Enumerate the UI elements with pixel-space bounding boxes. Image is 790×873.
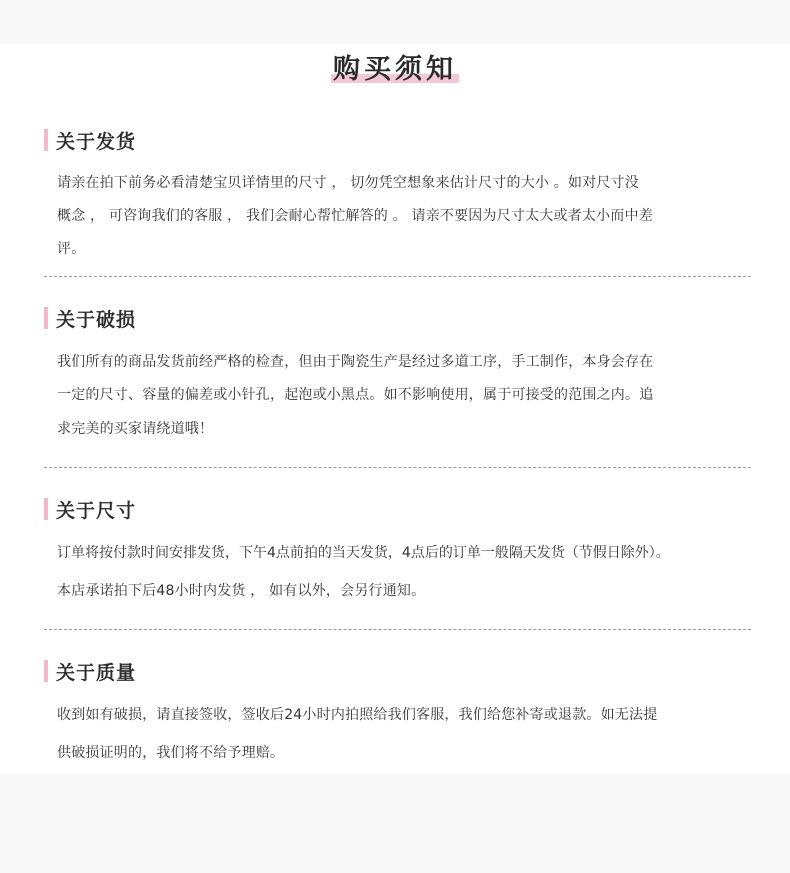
top-band [0,0,790,44]
dashed-divider [44,629,751,630]
section-text-line: 我们所有的商品发货前经严格的检查，但由于陶瓷生产是经过多道工序，手工制作，本身会存在 [57,354,654,370]
section-text-line: 一定的尺寸、容量的偏差或小针孔，起泡或小黑点。如不影响使用，属于可接受的范围之内。追 [57,387,654,403]
heading-accent-bar [44,307,48,329]
section-heading-text: 关于发货 [56,131,137,153]
section-text-line: 收到如有破损，请直接签收，签收后24小时内拍照给我们客服，我们给您补寄或退款。如无法提 [57,707,658,723]
title-wrap [0,47,790,86]
section-text-line: 求完美的买家请绕道哦！ [57,421,214,437]
dashed-divider [44,276,751,277]
section-heading [44,496,754,522]
section-size [44,496,754,599]
bottom-band [0,774,790,873]
section-heading-text: 关于破损 [56,309,137,331]
section-text-line: 请亲在拍下前务必看清楚宝贝详情里的尺寸 ， 切勿凭空想象来估计尺寸的大小 。如对尺寸没 [57,175,639,191]
section-damage [44,305,754,437]
section-text-line: 评。 [57,241,86,257]
heading-accent-bar [44,498,48,520]
section-heading [44,127,754,153]
section-heading [44,658,754,684]
section-shipping [44,127,754,257]
section-text-line: 本店承诺拍下后48小时内发货 ， 如有以外，会另行通知。 [57,583,426,599]
dashed-divider [44,467,751,468]
page-title [331,47,459,86]
page-title-text: 购买须知 [333,54,457,85]
heading-accent-bar [44,660,48,682]
section-text-line: 供破损证明的，我们将不给予理赔。 [57,745,285,761]
notice-page [0,44,790,774]
section-text-line: 订单将按付款时间安排发货，下午4点前拍的当天发货，4点后的订单一般隔天发货（节假日除外）。 [57,545,670,561]
heading-accent-bar [44,129,48,151]
section-text-line: 概念 ， 可咨询我们的客服 ， 我们会耐心帮忙解答的 。 请亲不要因为尺寸太大或者太小而中差 [57,208,653,224]
section-quality [44,658,754,761]
section-heading [44,305,754,331]
section-heading-text: 关于尺寸 [56,500,137,522]
section-heading-text: 关于质量 [56,662,137,684]
